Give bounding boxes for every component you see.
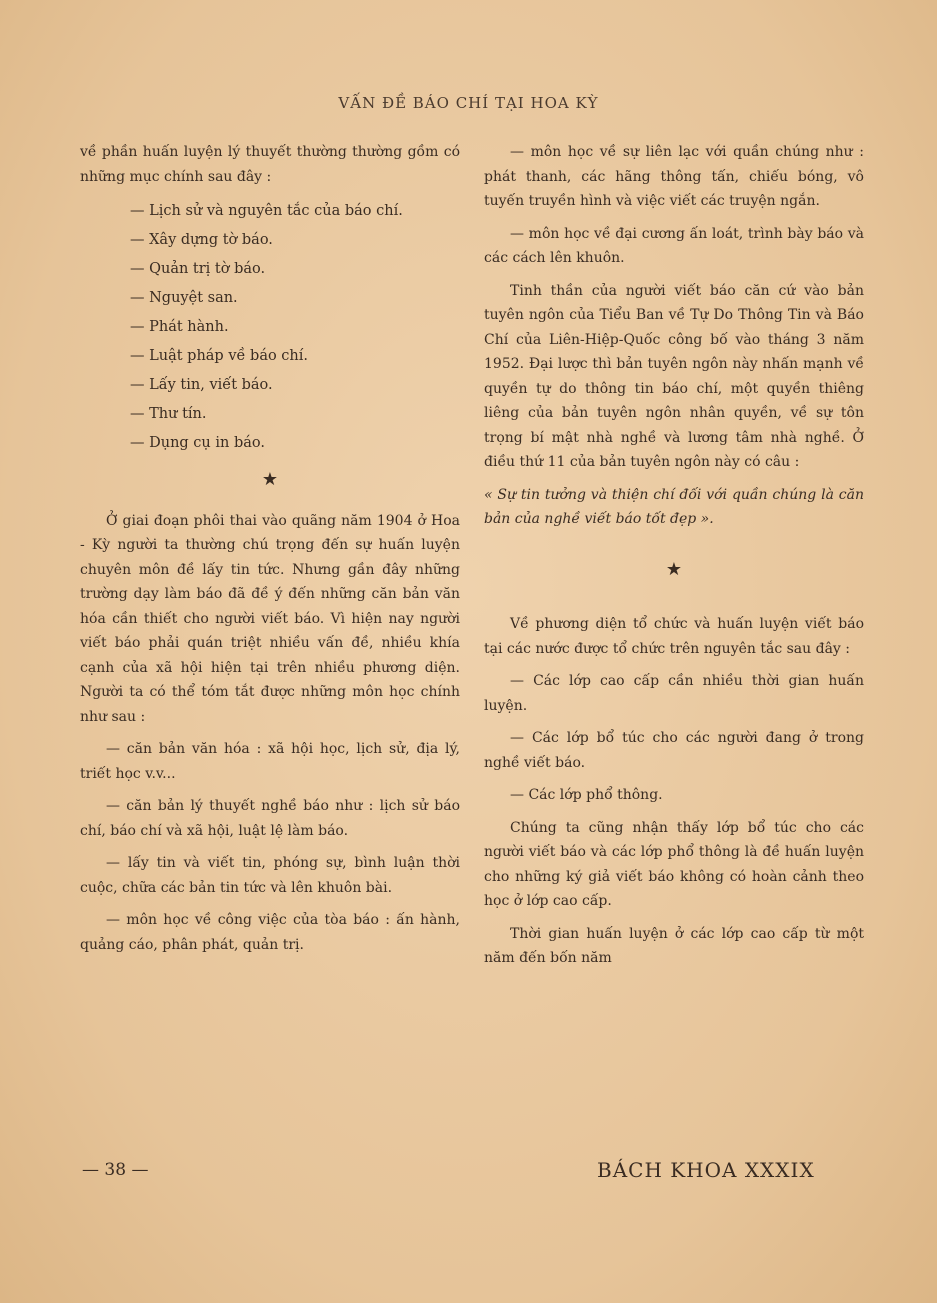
list-item: — Nguyệt san. — [130, 290, 238, 306]
body-paragraph: Chúng ta cũng nhận thấy lớp bổ túc cho các người viết báo và các lớp phổ thông là đề huấn luyện cho những ký giả viết báo không có hoàn cảnh theo học ở lớp cao cấp. — [484, 819, 864, 909]
intro-paragraph: về phần huấn luyện lý thuyết thường thường gồm có những mục chính sau đây : — [80, 144, 460, 185]
quote-paragraph: « Sự tin tưởng và thiện chí đối với quần chúng là căn bản của nghề viết báo tốt đẹp ». — [484, 486, 864, 527]
subject-paragraph: — Các lớp bổ túc cho các người đang ở trong nghề viết báo. — [484, 730, 864, 771]
list-item: — Xây dựng tờ báo. — [130, 232, 273, 248]
subject-paragraph: — căn bản văn hóa : xã hội học, lịch sử, địa lý, triết học v.v... — [80, 741, 460, 782]
page-header-title: VẤN ĐỀ BÁO CHÍ TẠI HOA KỲ — [338, 94, 599, 112]
right-column — [484, 140, 864, 979]
subject-paragraph: — căn bản lý thuyết nghề báo như : lịch sử báo chí, báo chí và xã hội, luật lệ làm báo. — [80, 798, 460, 839]
body-paragraph: Tinh thần của người viết báo căn cứ vào bản tuyên ngôn của Tiểu Ban về Tự Do Thông Tin và Báo Chí của Liên-Hiệp-Quốc công bố vào tháng 3 năm 1952. Đại lược thì bản tuyên ngôn này nhấn mạnh về quyền tự do thông tin báo chí, một quyền thiêng liêng của bản tuyên ngôn nhân quyền, về sự tôn trọng bí mật nhà nghề và lương tâm nhà nghề. Ở điều thứ 11 của bản tuyên ngôn này có câu : — [484, 282, 864, 470]
left-column — [80, 140, 460, 965]
magazine-title: BÁCH KHOA XXXIX — [597, 1158, 815, 1182]
list-item: — Lịch sử và nguyên tắc của báo chí. — [130, 203, 403, 219]
list-item: — Dụng cụ in báo. — [130, 435, 265, 451]
body-paragraph: Ở giai đoạn phôi thai vào quãng năm 1904 ở Hoa - Kỳ người ta thường chú trọng đến sự huấn luyện chuyên môn đề lấy tin tức. Nhưng gần đây những trường dạy làm báo đã đề ý đến những căn bản văn hóa cần thiết cho người viết báo. Vì hiện nay người viết báo phải quán triệt nhiều vấn đề, nhiều khía cạnh của xã hội hiện tại trên nhiều phương diện. Người ta có thể tóm tắt được những môn học chính như sau : — [80, 512, 460, 725]
list-item: — Phát hành. — [130, 319, 229, 335]
subject-paragraph: — môn học về công việc của tòa báo : ấn hành, quảng cáo, phân phát, quản trị. — [80, 912, 460, 953]
star-icon: ★ — [665, 558, 683, 580]
subject-paragraph: — môn học về đại cương ấn loát, trình bày báo và các cách lên khuôn. — [484, 225, 864, 266]
list-item: — Quản trị tờ báo. — [130, 261, 266, 277]
course-list — [80, 197, 460, 458]
body-paragraph: Về phương diện tổ chức và huấn luyện viết báo tại các nước được tổ chức trên nguyên tắc sau đây : — [484, 616, 864, 657]
subject-paragraph: — môn học về sự liên lạc với quần chúng như : phát thanh, các hãng thông tấn, chiếu bóng, vô tuyến truyền hình và việc viết các truyện ngắn. — [484, 144, 864, 209]
subject-paragraph: — Các lớp phổ thông. — [510, 787, 663, 803]
list-item: — Luật pháp về báo chí. — [130, 348, 309, 364]
page-number: — 38 — — [82, 1160, 149, 1180]
subject-paragraph: — Các lớp cao cấp cần nhiều thời gian huấn luyện. — [484, 673, 864, 714]
subject-paragraph: — lấy tin và viết tin, phóng sự, bình luận thời cuộc, chữa các bản tin tức và lên khuôn bài. — [80, 855, 460, 896]
list-item: — Thư tín. — [130, 406, 207, 422]
list-item: — Lấy tin, viết báo. — [130, 377, 273, 393]
body-paragraph: Thời gian huấn luyện ở các lớp cao cấp từ một năm đến bốn năm — [484, 925, 864, 966]
star-icon: ★ — [261, 469, 279, 490]
